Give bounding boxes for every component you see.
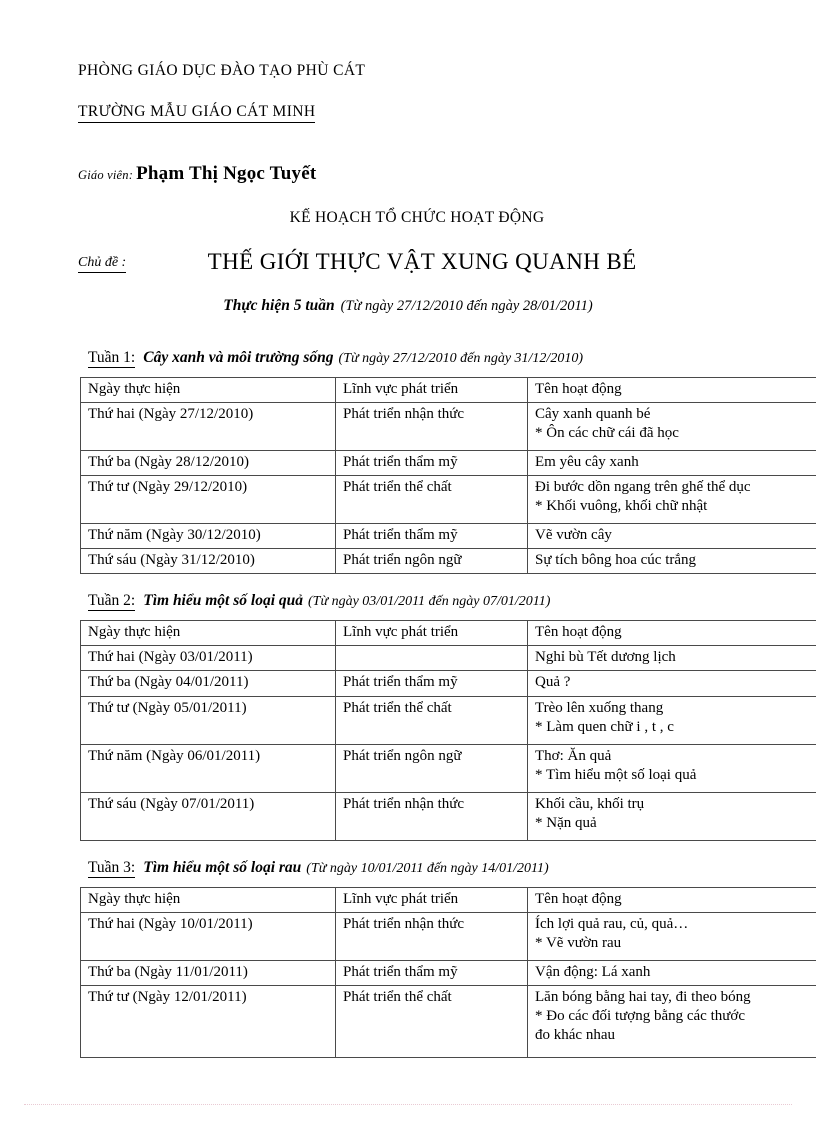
cell-activity [528, 696, 816, 744]
activity-main: Vẽ vườn cây [535, 527, 612, 544]
week-heading [78, 592, 786, 610]
subject-label: Chủ đề : [78, 255, 126, 273]
table-row [81, 451, 816, 476]
activity-secondary-cont: đo khác nhau [535, 1026, 615, 1043]
cell-date: Thứ ba (Ngày 28/12/2010) [81, 451, 336, 476]
subject-row [78, 249, 786, 275]
plan-title: KẾ HOẠCH TỔ CHỨC HOẠT ĐỘNG [289, 209, 545, 227]
week-schedule-table [80, 620, 816, 840]
activity-secondary: * Khối vuông, khối chữ nhật [535, 498, 708, 515]
duration-range: (Từ ngày 27/12/2010 đến ngày 28/01/2011) [340, 298, 593, 315]
activity-secondary: * Nặn quả [535, 814, 597, 831]
cell-development-field: Phát triển thẩm mỹ [336, 960, 528, 985]
table-header-activity: Tên hoạt động [528, 378, 816, 403]
cell-activity [528, 549, 816, 574]
activity-secondary: * Vẽ vườn rau [535, 934, 622, 951]
week-block [78, 592, 786, 840]
activity-main: Sự tích bông hoa cúc trắng [535, 552, 697, 569]
cell-date: Thứ tư (Ngày 29/12/2010) [81, 476, 336, 524]
table-row [81, 524, 816, 549]
cell-activity [528, 985, 816, 1057]
week-label: Tuần 1: [88, 349, 136, 367]
cell-development-field: Phát triển nhận thức [336, 912, 528, 960]
week-heading [78, 349, 786, 367]
cell-activity [528, 960, 816, 985]
cell-development-field: Phát triển thể chất [336, 476, 528, 524]
school-row [78, 103, 786, 144]
activity-main: Vận động: Lá xanh [535, 963, 651, 980]
cell-date: Thứ sáu (Ngày 07/01/2011) [81, 792, 336, 840]
activity-main: Cây xanh quanh bé [535, 406, 651, 423]
cell-date: Thứ ba (Ngày 11/01/2011) [81, 960, 336, 985]
cell-date: Thứ hai (Ngày 27/12/2010) [81, 403, 336, 451]
week-date-range: (Từ ngày 27/12/2010 đến ngày 31/12/2010) [338, 351, 583, 367]
activity-main: Trèo lên xuống thang [535, 699, 664, 716]
table-header-field: Lĩnh vực phát triển [336, 887, 528, 912]
table-row [81, 476, 816, 524]
table-row [81, 985, 816, 1057]
table-header-field: Lĩnh vực phát triển [336, 621, 528, 646]
cell-date: Thứ sáu (Ngày 31/12/2010) [81, 549, 336, 574]
table-header-activity: Tên hoạt động [528, 887, 816, 912]
table-header-date: Ngày thực hiện [81, 621, 336, 646]
cell-date: Thứ tư (Ngày 05/01/2011) [81, 696, 336, 744]
week-date-range: (Từ ngày 03/01/2011 đến ngày 07/01/2011) [308, 594, 551, 610]
bottom-dotted-rule [24, 1104, 792, 1105]
cell-date: Thứ năm (Ngày 30/12/2010) [81, 524, 336, 549]
table-header-date: Ngày thực hiện [81, 378, 336, 403]
cell-development-field: Phát triển nhận thức [336, 792, 528, 840]
cell-development-field: Phát triển ngôn ngữ [336, 744, 528, 792]
cell-activity [528, 912, 816, 960]
table-row [81, 912, 816, 960]
table-row [81, 744, 816, 792]
cell-activity [528, 524, 816, 549]
week-name: Cây xanh và môi trường sống [143, 349, 334, 367]
teacher-row [78, 163, 786, 185]
duration-label: Thực hiện 5 tuần [223, 297, 335, 315]
week-name: Tìm hiểu một số loại quả [143, 592, 303, 610]
activity-main: Lăn bóng bằng hai tay, đi theo bóng [535, 988, 751, 1005]
activity-secondary: * Tìm hiểu một số loại quả [535, 766, 697, 783]
cell-activity [528, 671, 816, 696]
cell-development-field: Phát triển thể chất [336, 985, 528, 1057]
cell-development-field: Phát triển thể chất [336, 696, 528, 744]
table-header-activity: Tên hoạt động [528, 621, 816, 646]
cell-activity [528, 403, 816, 451]
table-row [81, 646, 816, 671]
teacher-name: Phạm Thị Ngọc Tuyết [136, 163, 317, 185]
week-block [78, 859, 786, 1058]
table-header-row [81, 621, 816, 646]
cell-development-field: Phát triển thẩm mỹ [336, 524, 528, 549]
subject-value: THẾ GIỚI THỰC VẬT XUNG QUANH BÉ [207, 249, 637, 275]
table-row [81, 960, 816, 985]
activity-main: Em yêu cây xanh [535, 454, 639, 471]
activity-main: Thơ: Ăn quả [535, 747, 612, 764]
table-header-date: Ngày thực hiện [81, 887, 336, 912]
cell-activity [528, 476, 816, 524]
week-heading [78, 859, 786, 877]
table-row [81, 403, 816, 451]
table-header-row [81, 887, 816, 912]
activity-main: Quả ? [535, 674, 571, 691]
table-row [81, 549, 816, 574]
table-row [81, 671, 816, 696]
activity-main: Ích lợi quả rau, củ, quả… [535, 915, 689, 932]
table-header-row [81, 378, 816, 403]
cell-date: Thứ hai (Ngày 10/01/2011) [81, 912, 336, 960]
cell-development-field: Phát triển ngôn ngữ [336, 549, 528, 574]
table-row [81, 696, 816, 744]
week-schedule-table [80, 377, 816, 574]
cell-date: Thứ ba (Ngày 04/01/2011) [81, 671, 336, 696]
activity-main: Đi bước dồn ngang trên ghế thể dục [535, 479, 751, 496]
table-header-field: Lĩnh vực phát triển [336, 378, 528, 403]
cell-activity [528, 646, 816, 671]
week-label: Tuần 3: [88, 858, 136, 876]
cell-development-field [336, 646, 528, 671]
week-schedule-table [80, 887, 816, 1058]
weeks-container [78, 349, 786, 1057]
table-row [81, 792, 816, 840]
week-block [78, 349, 786, 574]
activity-secondary: * Làm quen chữ i , t , c [535, 718, 674, 735]
activity-main: Nghỉ bù Tết dương lịch [535, 649, 676, 666]
week-name: Tìm hiểu một số loại rau [143, 858, 302, 876]
cell-date: Thứ tư (Ngày 12/01/2011) [81, 985, 336, 1057]
activity-secondary: * Ôn các chữ cái đã học [535, 425, 679, 442]
school-line: TRƯỜNG MẪU GIÁO CÁT MINH [78, 103, 315, 124]
cell-development-field: Phát triển thẩm mỹ [336, 451, 528, 476]
cell-activity [528, 451, 816, 476]
cell-activity [528, 792, 816, 840]
cell-date: Thứ năm (Ngày 06/01/2011) [81, 744, 336, 792]
duration-row [78, 297, 786, 315]
cell-date: Thứ hai (Ngày 03/01/2011) [81, 646, 336, 671]
activity-main: Khối cầu, khối trụ [535, 795, 645, 812]
cell-development-field: Phát triển thẩm mỹ [336, 671, 528, 696]
teacher-label: Giáo viên: [78, 168, 134, 183]
cell-development-field: Phát triển nhận thức [336, 403, 528, 451]
week-label: Tuần 2: [88, 592, 136, 610]
activity-secondary: * Đo các đối tượng bằng các thước [535, 1007, 745, 1024]
week-date-range: (Từ ngày 10/01/2011 đến ngày 14/01/2011) [306, 860, 549, 876]
department-line: PHÒNG GIÁO DỤC ĐÀO TẠO PHÙ CÁT [78, 62, 366, 79]
cell-activity [528, 744, 816, 792]
